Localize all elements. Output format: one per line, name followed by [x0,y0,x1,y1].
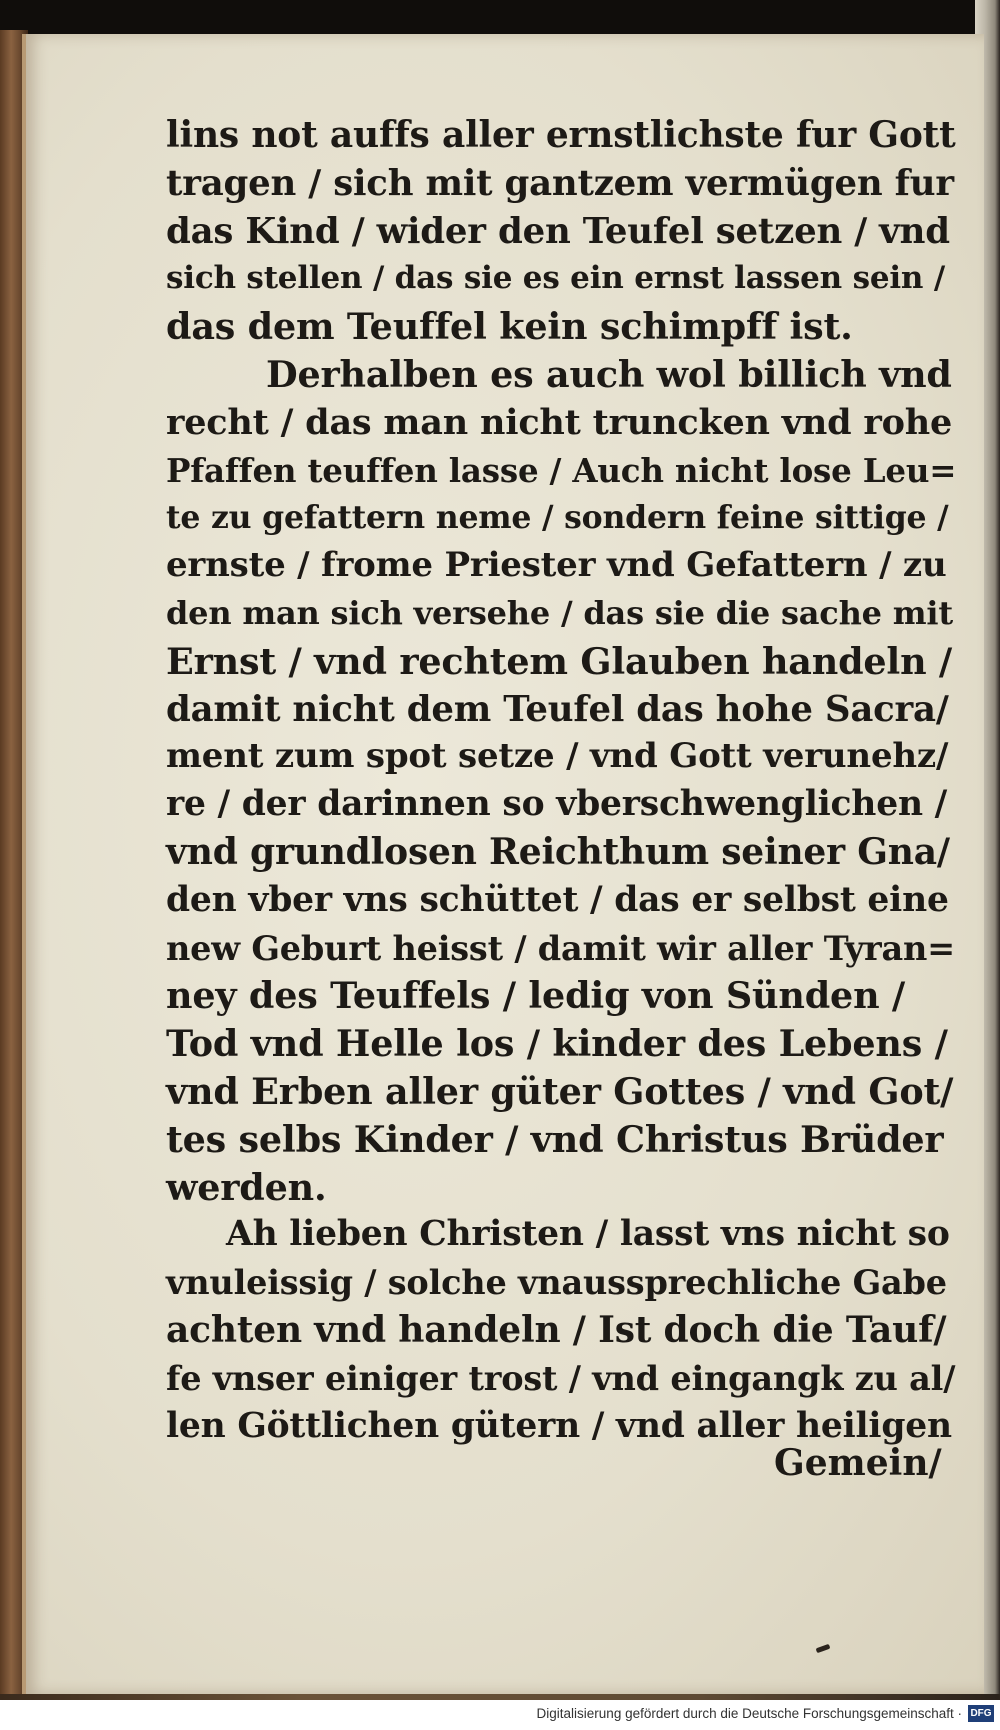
ink-speck [816,1644,831,1653]
top-edge [0,0,1000,36]
text-line: Tod vnd Helle los / kinder des Lebens / [166,1022,948,1066]
text-line: new Geburt heisst / damit wir aller Tyran= [166,928,956,968]
text-line: Ah lieben Christen / lasst vns nicht so [226,1214,950,1255]
text-line: das dem Teuffel kein schimpff ist. [166,305,853,349]
text-line: tragen / sich mit gantzem vermügen fur [166,162,954,204]
text-line: ney des Teuffels / ledig von Sünden / [166,974,906,1018]
text-line: lins not auffs aller ernstlichste fur Gott [166,114,956,156]
text-line: achten vnd handeln / Ist doch die Tauf/ [166,1308,947,1351]
text-line: len Göttlichen gütern / vnd aller heiligen [166,1405,952,1446]
text-line: fe vnser einiger trost / vnd eingangk zu al/ [166,1358,956,1398]
funding-notice: Digitalisierung gefördert durch die Deutsche Forschungsgemeinschaft · [536,1706,962,1721]
text-line: den man sich versehe / das sie die sache mit [166,593,953,632]
text-line: Derhalben es auch wol billich vnd [266,352,952,396]
dfg-logo: DFG [968,1705,994,1722]
text-line: das Kind / wider den Teufel setzen / vnd [166,210,950,252]
text-line: damit nicht dem Teufel das hohe Sacra/ [166,688,949,730]
text-line: vnd grundlosen Reichthum seiner Gna/ [166,830,950,873]
text-line: Ernst / vnd rechtem Glauben handeln / [166,639,953,683]
text-line: werden. [166,1165,327,1209]
page-text [166,112,956,1450]
text-line: vnuleissig / solche vnaussprechliche Gabe [166,1263,947,1303]
text-line: te zu gefattern neme / sondern feine sittige / [166,499,949,537]
book-page [22,34,984,1694]
text-line: ernste / frome Priester vnd Gefattern / zu [166,545,947,586]
text-line: sich stellen / das sie es ein ernst lassen sein / [166,260,945,297]
text-line: Pfaffen teuffen lasse / Auch nicht lose Leu= [166,450,957,490]
text-line: ment zum spot setze / vnd Gott verunehz/ [166,736,949,777]
text-line: tes selbs Kinder / vnd Christus Brüder [166,1117,944,1161]
text-line: vnd Erben aller güter Gottes / vnd Got/ [166,1069,954,1113]
text-line: recht / das man nicht truncken vnd rohe [166,401,953,443]
catchword: Gemein/ [774,1442,942,1484]
text-line: den vber vns schüttet / das er selbst eine [166,879,949,920]
text-line: re / der darinnen so vberschwenglichen / [166,784,948,825]
